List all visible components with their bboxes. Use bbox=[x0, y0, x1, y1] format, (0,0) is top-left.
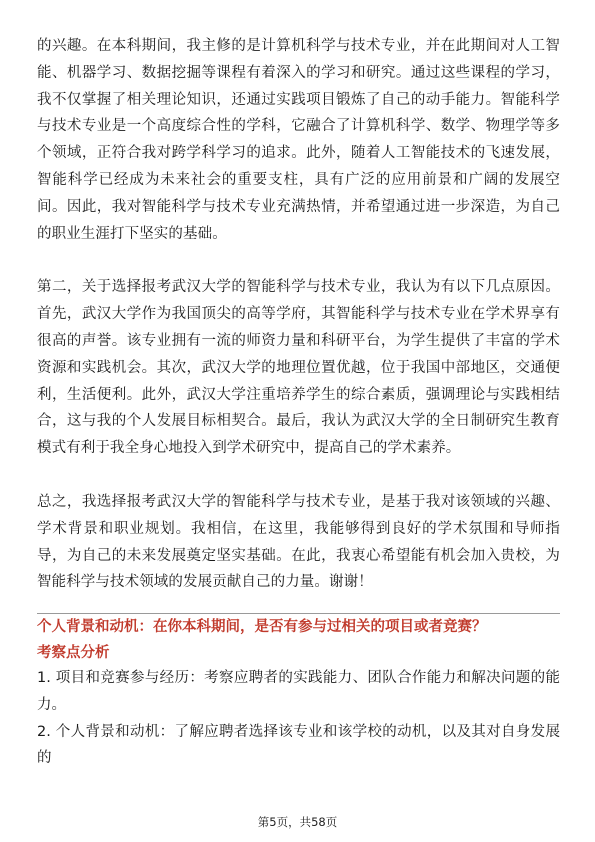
analysis-heading: 考察点分析 bbox=[37, 644, 110, 661]
paragraph-spacer bbox=[37, 462, 560, 489]
analysis-point-2: 2. 个人背景和动机：了解应聘者选择该专业和该学校的动机，以及其对自身发展的 bbox=[37, 723, 560, 767]
document-page bbox=[37, 33, 560, 772]
question-title: 个人背景和动机：在你本科期间，是否有参与过相关的项目或者竞赛？ bbox=[37, 619, 487, 636]
paragraph-spacer bbox=[37, 247, 560, 274]
analysis-point-1: 1. 项目和竞赛参与经历：考察应聘者的实践能力、团队合作能力和解决问题的能力。 bbox=[37, 669, 560, 713]
body-paragraph-1: 的兴趣。在本科期间，我主修的是计算机科学与技术专业，并在此期间对人工智能、机器学习、数据挖掘等课程有着深入的学习和研究。通过这些课程的学习，我不仅掌握了相关理论知识，还通过实践项目锻炼了自己的动手能力。智能科学与技术专业是一个高度综合性的学科，它融合了计算机科学、数学、物理学等多个领域，正符合我对跨学科学习的追求。此外，随着人工智能技术的飞速发展，智能科学已经成为未来社会的重要支柱，具有广泛的应用前景和广阔的发展空间。因此，我对智能科学与技术专业充满热情，并希望通过进一步深造，为自己的职业生涯打下坚实的基础。 bbox=[37, 38, 560, 242]
page-number: 第5页，共58页 bbox=[257, 815, 338, 829]
body-paragraph-3: 总之，我选择报考武汉大学的智能科学与技术专业，是基于我对该领域的兴趣、学术背景和职业规划。我相信，在这里，我能够得到良好的学术氛围和导师指导，为自己的未来发展奠定坚实基础。在此，我衷心希望能有机会加入贵校，为智能科学与技术领域的发展贡献自己的力量。谢谢！ bbox=[37, 493, 560, 591]
body-paragraph-2: 第二，关于选择报考武汉大学的智能科学与技术专业，我认为有以下几点原因。首先，武汉大学作为我国顶尖的高等学府，其智能科学与技术专业在学术界享有很高的声誉。该专业拥有一流的师资力量和科研平台，为学生提供了丰富的学术资源和实践机会。其次，武汉大学的地理位置优越，位于我国中部地区，交通便利，生活便利。此外，武汉大学注重培养学生的综合素质，强调理论与实践相结合，这与我的个人发展目标相契合。最后，我认为武汉大学的全日制研究生教育模式有利于我全身心地投入到学术研究中，提高自己的学术素养。 bbox=[37, 279, 560, 457]
